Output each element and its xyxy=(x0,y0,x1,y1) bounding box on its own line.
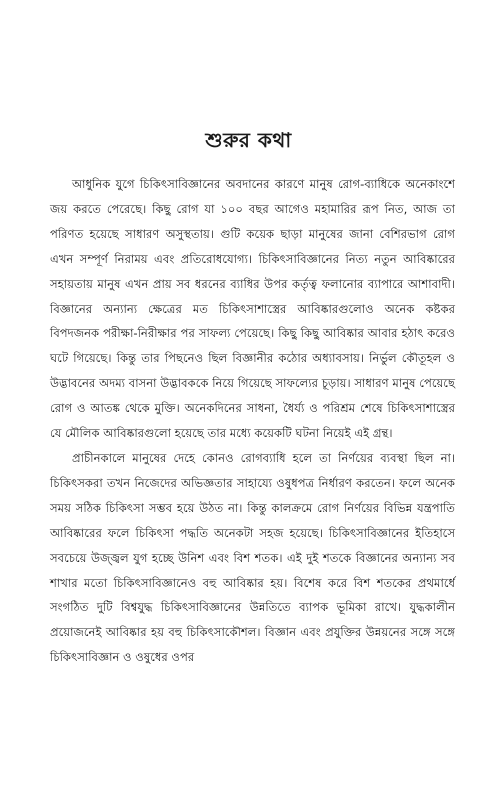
paragraph-2: প্রাচীনকালে মানুষের দেহে কোনও রোগব্যাধি হলে তা নির্ণয়ের ব্যবস্থা ছিল না। চিকিৎসকরা তখন নিজেদের অভিজ্ঞতার সাহায্যে ওষুধপত্র নির্ধারণ করতেন। ফলে অনেক সময় সঠিক চিকিৎসা সম্ভব হয়ে উঠত না। কিন্তু কালক্রমে রোগ নির্ণয়ের বিভিন্ন যন্ত্রপাতি আবিষ্কারের ফলে চিকিৎসা পদ্ধতি অনেকটা সহজ হয়েছে। চিকিৎসাবিজ্ঞানের ইতিহাসে সবচেয়ে উজ্জ্বল যুগ হচ্ছে উনিশ এবং বিশ শতক। এই দুই শতকে বিজ্ঞানের অন্যান্য সব শাখার মতো চিকিৎসাবিজ্ঞানেও বহু আবিষ্কার হয়। বিশেষ করে বিশ শতকের প্রথমার্ধে সংগঠিত দুটি বিশ্বযুদ্ধ চিকিৎসাবিজ্ঞানের উন্নতিতে ব্যাপক ভূমিকা রাখে। যুদ্ধকালীন প্রয়োজনেই আবিষ্কার হয় বহু চিকিৎসাকৌশল। বিজ্ঞান এবং প্রযুক্তির উন্নয়নের সঙ্গে সঙ্গে চিকিৎসাবিজ্ঞান ও ওষুধের ওপর xyxy=(50,450,455,665)
paragraph-1: আধুনিক যুগে চিকিৎসাবিজ্ঞানের অবদানের কারণে মানুষ রোগ-ব্যাধিকে অনেকাংশে জয় করতে পেরেছে। কিছু রোগ যা ১০০ বছর আগেও মহামারির রূপ নিত, আজ তা পরিণত হয়েছে সাধারণ অসুস্থতায়। গুটি কয়েক ছাড়া মানুষের জানা বেশিরভাগ রোগ এখন সম্পূর্ণ নিরাময় এবং প্রতিরোধযোগ্য। চিকিৎসাবিজ্ঞানের নিত্য নতুন আবিষ্কারের সহায়তায় মানুষ এখন প্রায় সব ধরনের ব্যাধির উপর কর্তৃত্ব ফলানোর ব্যাপারে আশাবাদী। বিজ্ঞানের অন্যান্য ক্ষেত্রের মত চিকিৎসাশাস্ত্রের আবিষ্কারগুলোও অনেক কষ্টকর বিপদজনক পরীক্ষা-নিরীক্ষার পর সাফল্য পেয়েছে। কিছু কিছু আবিষ্কার আবার হঠাৎ করেও ঘটে গিয়েছে। কিন্তু তার পিছনেও ছিল বিজ্ঞানীর কঠোর অধ্যাবসায়। নির্ভুল কৌতূহল ও উদ্ভাবনের অদম্য বাসনা উদ্ভাবককে নিয়ে গিয়েছে সাফল্যের চূড়ায়। সাধারণ মানুষ পেয়েছে রোগ ও আতঙ্ক থেকে মুক্তি। অনেকদিনের সাধনা, ধৈর্য্য ও পরিশ্রম শেষে চিকিৎসাশাস্ত্রের যে মৌলিক আবিষ্কারগুলো হয়েছে তার মধ্যে কয়েকটি ঘটনা নিয়েই এই গ্রন্থ। xyxy=(50,177,455,441)
page-title: শুরুর কথা xyxy=(205,128,292,152)
body-text xyxy=(50,172,455,670)
